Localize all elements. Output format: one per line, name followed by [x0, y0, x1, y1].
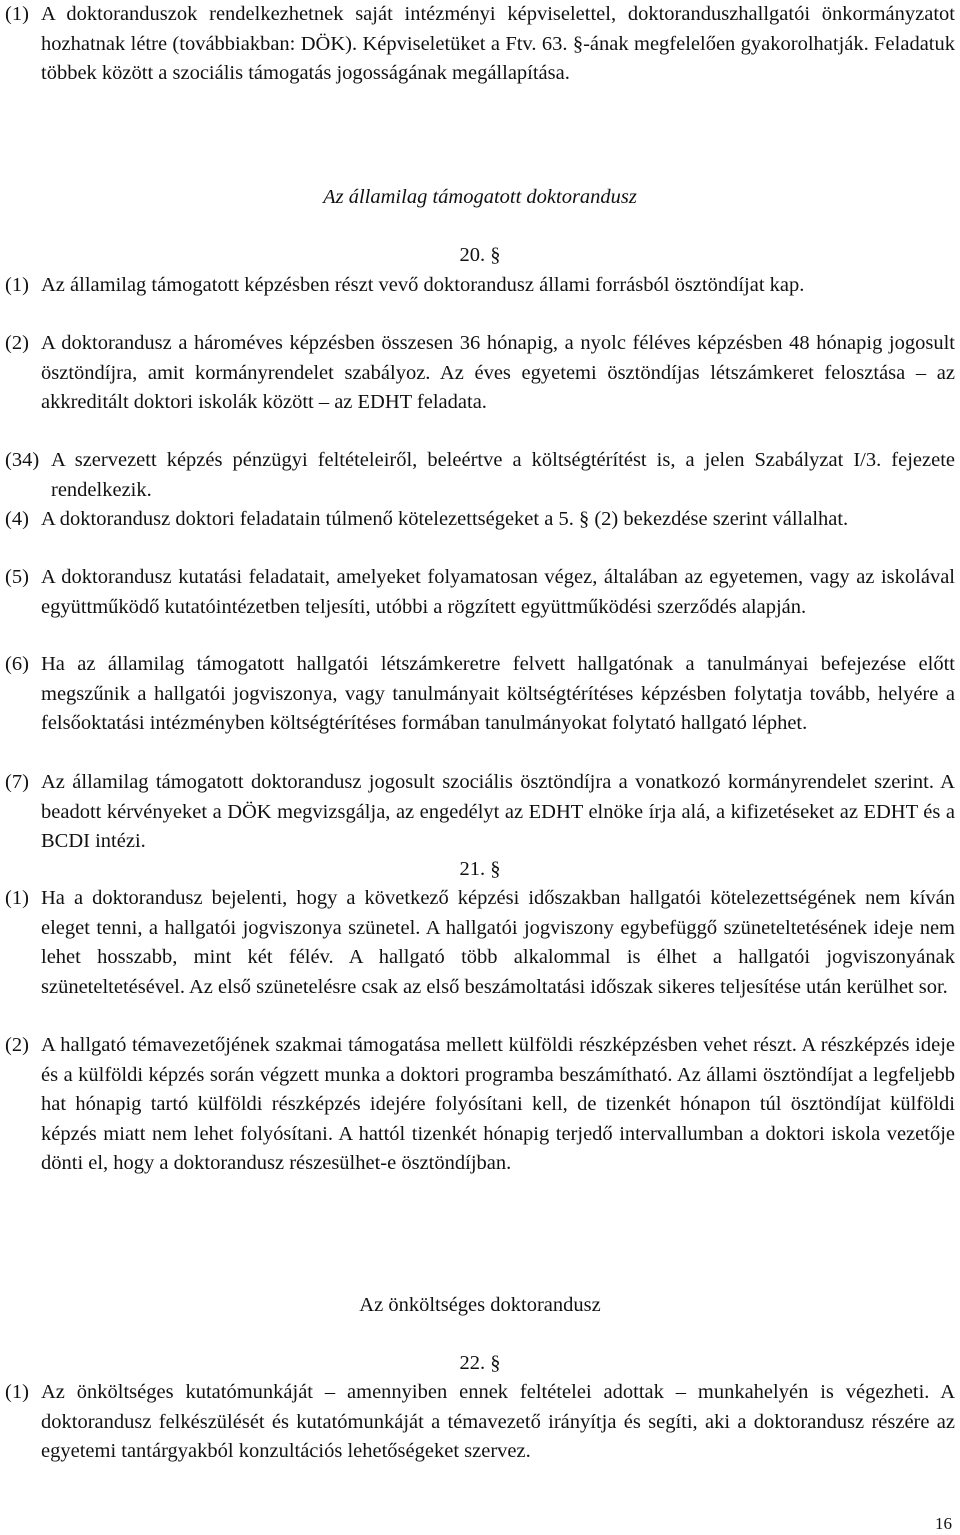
paragraph-number: (1): [5, 274, 29, 296]
section-heading-state-funded: Az államilag támogatott doktorandusz: [323, 186, 637, 208]
paragraph-21-2: [5, 1031, 955, 1179]
paragraph-text: Az önköltséges kutatómunkáját – amennyiben ennek feltételei adottak – munkahelyén is végezheti. A doktorandusz felkészülését és kutatómunkáját a témavezető irányítja és segíti, aki a doktorandusz részére az egyetemi tantárgyakból konzultációs lehetőségeket szervez.: [41, 1381, 955, 1463]
paragraph-20-4: [5, 505, 955, 535]
paragraph-text: Ha az államilag támogatott hallgatói létszámkeretre felvett hallgatónak a tanulmányai befejezése előtt megszűnik a hallgatói jogviszonya, vagy tanulmányait költségtérítéses képzésben folytatja tovább, helyére a felsőoktatási intézményben költségtérítéses formában tanulmányokat folytató hallgató léphet.: [41, 653, 955, 735]
page-number: 16: [935, 1514, 952, 1533]
section-number-20: 20. §: [459, 244, 501, 266]
paragraph-20-1: [5, 271, 955, 301]
paragraph-22-1: [5, 1378, 955, 1467]
paragraph-text: A doktoranduszok rendelkezhetnek saját intézményi képviselettel, doktoranduszhallgatói önkormányzatot hozhatnak létre (továbbiakban: DÖK). Képviseletüket a Ftv. 63. §-ának megfelelően gyakorolhatják. Feladatuk többek között a szociális támogatás jogosságának megállapítása.: [41, 3, 955, 85]
section-number-22: 22. §: [459, 1352, 501, 1374]
paragraph-text: Ha a doktorandusz bejelenti, hogy a következő képzési időszakban hallgatói kötelezettségének nem kíván eleget tenni, a hallgatói jogviszonya szünetel. A hallgatói jogviszony egybefüggő szüneteltetésének ideje nem lehet hosszabb, mint két félév. A hallgató több alkalommal is élhet a hallgatói jogviszonyának szüneteltetésével. Az első szünetelésre csak az első beszámoltatási időszak sikeres teljesítése után kerülhet sor.: [41, 887, 955, 998]
paragraph-text: A doktorandusz doktori feladatain túlmenő kötelezettségeket a 5. § (2) bekezdése szerint vállalhat.: [41, 508, 849, 530]
paragraph-number: (2): [5, 1034, 29, 1056]
paragraph-number: (7): [5, 771, 29, 793]
paragraph-1-dok: [5, 0, 955, 89]
paragraph-number: (4): [5, 508, 29, 530]
paragraph-text: Az államilag támogatott doktorandusz jogosult szociális ösztöndíjra a vonatkozó kormányrendelet szerint. A beadott kérvényeket a DÖK megvizsgálja, az engedélyt az EDHT elnöke írja alá, a kifizetéseket az EDHT és a BCDI intézi.: [41, 771, 955, 853]
section-heading-self-funded: Az önköltséges doktorandusz: [359, 1294, 601, 1316]
paragraph-text: A hallgató témavezetőjének szakmai támogatása mellett külföldi részképzésben vehet részt. A részképzés ideje és a külföldi képzés során végzett munka a doktori programba beszámítható. Az állami ösztöndíjat a legfeljebb hat hónapig tartó külföldi részképzés idejére folyósítani kell, de tizenkét hónapon túl ösztöndíjat külföldi képzés miatt nem lehet folyósítani. A hattól tizenkét hónapig terjedő intervallumban a doktori iskola vezetője dönti el, hogy a doktorandusz részesülhet-e ösztöndíjban.: [41, 1034, 955, 1175]
paragraph-number: (5): [5, 566, 29, 588]
paragraph-number: (2): [5, 332, 29, 354]
paragraph-20-34: [5, 446, 955, 505]
section-number-21: 21. §: [459, 858, 501, 880]
paragraph-number: (1): [5, 1381, 29, 1403]
paragraph-number: (1): [5, 887, 29, 909]
paragraph-text: A doktorandusz kutatási feladatait, amelyeket folyamatosan végez, általában az egyetemen, vagy az iskolával együttműködő kutatóintézetben teljesíti, utóbbi a rögzített együttműködési szerződés alapján.: [41, 566, 955, 618]
paragraph-20-7: [5, 768, 955, 857]
paragraph-text: A doktorandusz a hároméves képzésben összesen 36 hónapig, a nyolc féléves képzésben 48 hónapig jogosult ösztöndíjra, amit kormányrendelet szabályoz. Az éves egyetemi ösztöndíjas létszámkeret felosztása – az akkreditált doktori iskolák között – az EDHT feladata.: [41, 332, 955, 414]
paragraph-21-1: [5, 884, 955, 1002]
paragraph-number: (34): [5, 449, 40, 471]
paragraph-20-6: [5, 650, 955, 739]
paragraph-number: (1): [5, 3, 29, 25]
paragraph-20-5: [5, 563, 955, 622]
paragraph-text: Az államilag támogatott képzésben részt vevő doktorandusz állami forrásból ösztöndíjat kap.: [41, 274, 805, 296]
paragraph-number: (6): [5, 653, 29, 675]
paragraph-20-2: [5, 329, 955, 418]
paragraph-text: A szervezett képzés pénzügyi feltételeiről, beleértve a költségtérítést is, a jelen Szabályzat I/3. fejezete rendelkezik.: [51, 449, 955, 501]
